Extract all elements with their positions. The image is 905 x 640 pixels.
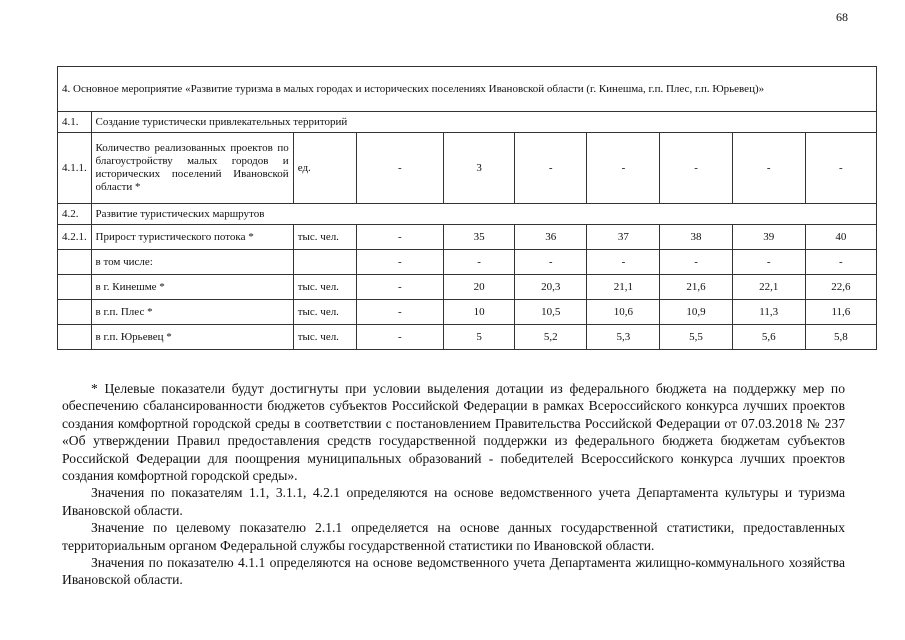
footnote-paragraph: Значение по целевому показателю 2.1.1 определяется на основе данных государственной статистики, предоставленных территориальным органом Федеральной службы государственной статистики по Ивановской области. xyxy=(62,520,845,553)
row-value: 10,5 xyxy=(515,300,587,325)
row-value: - xyxy=(356,275,443,300)
row-value: - xyxy=(805,133,876,204)
main-activity-row xyxy=(58,67,877,112)
row-value: 35 xyxy=(444,225,515,250)
row-value: 11,3 xyxy=(732,300,805,325)
row-value: 36 xyxy=(515,225,587,250)
row-value: 10,6 xyxy=(587,300,660,325)
table-row xyxy=(58,275,877,300)
section-title: Развитие туристических маршрутов xyxy=(91,204,876,225)
row-label: Прирост туристического потока * xyxy=(91,225,293,250)
row-label: в том числе: xyxy=(91,250,293,275)
row-value: 5,5 xyxy=(660,325,732,350)
row-value: 10 xyxy=(444,300,515,325)
row-unit xyxy=(293,250,356,275)
row-label: в г.п. Плес * xyxy=(91,300,293,325)
row-value: 39 xyxy=(732,225,805,250)
footnotes xyxy=(62,380,845,589)
row-value: 5,6 xyxy=(732,325,805,350)
row-value: 21,6 xyxy=(660,275,732,300)
row-label: Количество реализованных проектов по благоустройству малых городов и исторических поселений Ивановской области * xyxy=(91,133,293,204)
row-value: 10,9 xyxy=(660,300,732,325)
row-number xyxy=(58,250,92,275)
row-value: - xyxy=(444,250,515,275)
row-label: в г. Кинешме * xyxy=(91,275,293,300)
row-value: - xyxy=(515,133,587,204)
row-value: 5,8 xyxy=(805,325,876,350)
section-title: Создание туристически привлекательных территорий xyxy=(91,112,876,133)
row-value: - xyxy=(356,250,443,275)
row-unit: тыс. чел. xyxy=(293,225,356,250)
indicators-table xyxy=(57,66,877,350)
row-value: - xyxy=(732,250,805,275)
row-value: - xyxy=(356,325,443,350)
row-value: - xyxy=(356,225,443,250)
row-value: - xyxy=(356,133,443,204)
row-value: 20 xyxy=(444,275,515,300)
footnote-paragraph: Значения по показателю 4.1.1 определяются на основе ведомственного учета Департамента жилищно-коммунального хозяйства Ивановской области. xyxy=(62,555,845,588)
footnote-paragraph: Значения по показателям 1.1, 3.1.1, 4.2.1 определяются на основе ведомственного учета Департамента культуры и туризма Ивановской области. xyxy=(62,485,845,518)
row-value: 5 xyxy=(444,325,515,350)
row-value: 38 xyxy=(660,225,732,250)
footnote-paragraph: * Целевые показатели будут достигнуты при условии выделения дотации из федерального бюджета на поддержку мер по обеспечению сбалансированности бюджетов субъектов Российской Федерации в рамках Всероссийского конкурса лучших проектов создания комфортной городской среды в соответствии с постановлением Правительства Российской Федерации от 07.03.2018 № 237 «Об утверждении Правил предоставления средств государственной поддержки из федерального бюджета бюджетам субъектов Российской Федерации для поощрения муниципальных образований - победителей Всероссийского конкурса лучших проектов создания комфортной городской среды». xyxy=(62,381,845,484)
row-number xyxy=(58,275,92,300)
row-number: 4.1.1. xyxy=(58,133,92,204)
row-value: 21,1 xyxy=(587,275,660,300)
row-unit: тыс. чел. xyxy=(293,325,356,350)
row-value: - xyxy=(660,133,732,204)
row-value: - xyxy=(660,250,732,275)
page-number: 68 xyxy=(836,10,848,24)
row-value: - xyxy=(805,250,876,275)
row-unit: ед. xyxy=(293,133,356,204)
row-value: 22,1 xyxy=(732,275,805,300)
row-value: 40 xyxy=(805,225,876,250)
row-value: 11,6 xyxy=(805,300,876,325)
row-value: - xyxy=(356,300,443,325)
section-row xyxy=(58,112,877,133)
row-unit: тыс. чел. xyxy=(293,300,356,325)
row-value: - xyxy=(587,133,660,204)
table-row xyxy=(58,325,877,350)
section-number: 4.2. xyxy=(58,204,92,225)
row-label: в г.п. Юрьевец * xyxy=(91,325,293,350)
row-value: 3 xyxy=(444,133,515,204)
table-row xyxy=(58,133,877,204)
table-row xyxy=(58,250,877,275)
section-number: 4.1. xyxy=(58,112,92,133)
row-number: 4.2.1. xyxy=(58,225,92,250)
row-value: 5,2 xyxy=(515,325,587,350)
row-value: 37 xyxy=(587,225,660,250)
row-value: - xyxy=(515,250,587,275)
row-unit: тыс. чел. xyxy=(293,275,356,300)
section-row xyxy=(58,204,877,225)
table-row xyxy=(58,225,877,250)
row-value: 22,6 xyxy=(805,275,876,300)
table-row xyxy=(58,300,877,325)
row-value: - xyxy=(587,250,660,275)
row-number xyxy=(58,325,92,350)
row-value: - xyxy=(732,133,805,204)
row-value: 5,3 xyxy=(587,325,660,350)
main-activity-heading: 4. Основное мероприятие «Развитие туризма в малых городах и исторических поселениях Ивановской области (г. Кинешма, г.п. Плес, г.п. Юрьевец)» xyxy=(58,67,877,112)
row-number xyxy=(58,300,92,325)
row-value: 20,3 xyxy=(515,275,587,300)
